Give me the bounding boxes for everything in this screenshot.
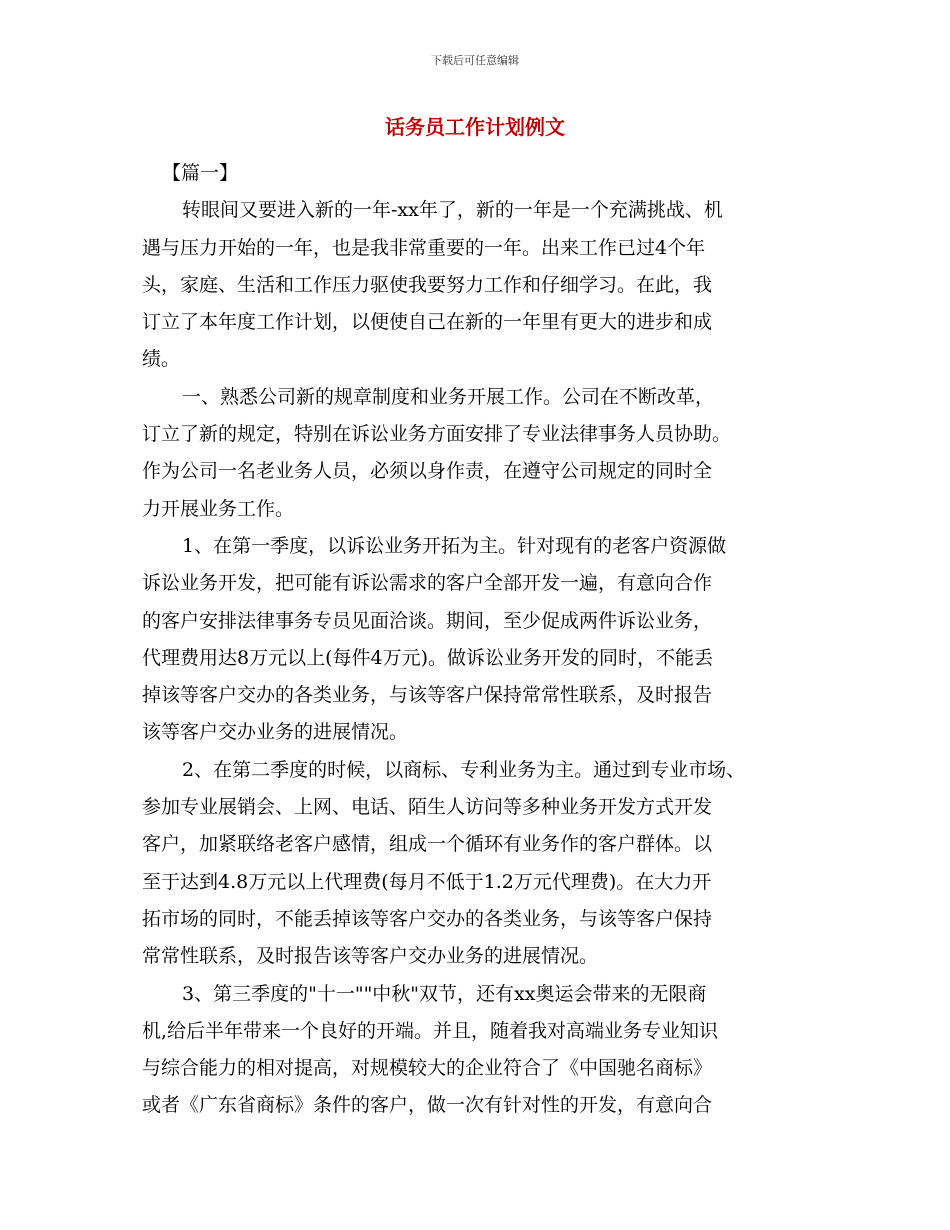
body-line: 力开展业务工作。 [142,497,295,520]
body-line: 客户，加紧联络老客户感情，组成一个循环有业务作的客户群体。以 [142,833,713,856]
body-line: 3、第三季度的"十一""中秋"双节，还有xx奥运会带来的无限商 [182,982,707,1005]
body-line: 1、在第一季度，以诉讼业务开拓为主。针对现有的老客户资源做 [182,534,727,557]
body-line: 作为公司一名老业务人员，必须以身作责，在遵守公司规定的同时全 [142,460,713,483]
body-line: 与综合能力的相对提高，对规模较大的企业符合了《中国驰名商标》 [142,1057,713,1080]
body-line: 转眼间又要进入新的一年-xx年了，新的一年是一个充满挑战、机 [182,199,723,222]
body-line: 遇与压力开始的一年，也是我非常重要的一年。出来工作已过4个年 [142,236,706,259]
body-line: 订立了新的规定，特别在诉讼业务方面安排了专业法律事务人员协助。 [142,423,732,446]
body-line: 常常性联系，及时报告该等客户交办业务的进展情况。 [142,945,599,968]
body-line: 拓市场的同时，不能丢掉该等客户交办的各类业务，与该等客户保持 [142,907,713,930]
body-text [142,192,802,1124]
body-line: 掉该等客户交办的各类业务，与该等客户保持常常性联系，及时报告 [142,684,713,707]
body-line: 代理费用达8万元以上(每件4万元)。做诉讼业务开发的同时，不能丢 [142,646,714,669]
document-body [142,155,802,1125]
document-title: 话务员工作计划例文 [385,115,565,139]
body-line: 绩。 [142,348,181,371]
body-line: 2、在第二季度的时候，以商标、专利业务为主。通过到专业市场、 [182,758,746,781]
body-line: 诉讼业务开发，把可能有诉讼需求的客户全部开发一遍，有意向合作 [142,572,713,595]
body-line: 订立了本年度工作计划，以便使自己在新的一年里有更大的进步和成 [142,311,713,334]
body-line: 机,给后半年带来一个良好的开端。并且，随着我对高端业务专业知识 [142,1019,719,1042]
body-line: 参加专业展销会、上网、电话、陌生人访问等多种业务开发方式开发 [142,796,713,819]
body-line: 一、熟悉公司新的规章制度和业务开展工作。公司在不断改革， [182,385,715,408]
body-line: 至于达到4.8万元以上代理费(每月不低于1.2万元代理费)。在大力开 [142,870,712,893]
section-label: 【篇一】 [162,162,239,184]
body-line: 该等客户交办业务的进展情况。 [142,721,409,744]
body-line: 头，家庭、生活和工作压力驱使我要努力工作和仔细学习。在此，我 [142,273,713,296]
page-header-note: 下载后可任意编辑 [431,54,519,67]
body-line: 的客户安排法律事务专员见面洽谈。期间，至少促成两件诉讼业务， [142,609,713,632]
body-line: 或者《广东省商标》条件的客户，做一次有针对性的开发，有意向合 [142,1094,713,1117]
